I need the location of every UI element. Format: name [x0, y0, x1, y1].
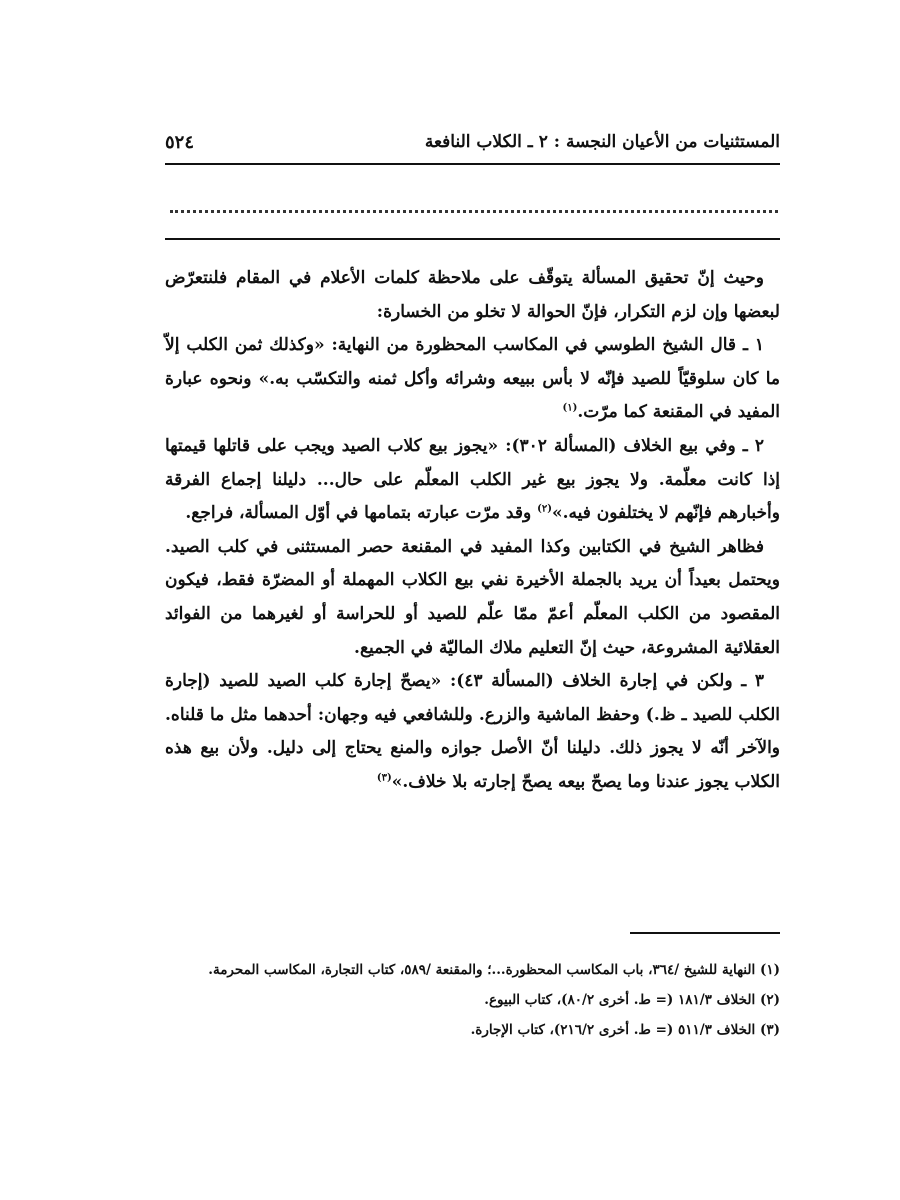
paragraph-2: [165, 329, 780, 430]
dotted-separator: [170, 196, 778, 213]
footnote-ref-1: (١): [562, 402, 578, 414]
footnote-2: (٢) الخلاف ١٨١/٣ (= ط. أخرى ٨٠/٢)، كتاب البيوع.: [484, 992, 780, 1008]
paragraph-1: [165, 262, 780, 329]
footnote-1: (١) النهاية للشيخ /٣٦٤، باب المكاسب المحظورة...؛ والمقنعة /٥٨٩، كتاب التجارة، المكاسب المحرمة.: [208, 962, 780, 978]
paragraph-5-text: ٣ ـ ولكن في إجارة الخلاف (المسألة ٤٣): «يصحّ إجارة كلب الصيد للصيد (إجارة الكلب للصيد ـ ظ.) وحفظ الماشية والزرع. وللشافعي فيه وجهان: أحدهما مثل ما قلناه. والآخر أنّه لا يجوز ذلك. دليلنا أنّ الأصل جوازه والمنع يحتاج إلى دليل. ولأن بيع هذه الكلاب يجوز عندنا وما يصحّ بيعه يصحّ إجارته بلا خلاف.»: [165, 671, 780, 792]
paragraph-4: [165, 531, 780, 665]
page-number: ٥٢٤: [165, 132, 195, 153]
paragraph-3: [165, 430, 780, 531]
footnote-3: (٣) الخلاف ٥١١/٣ (= ط. أخرى ٢١٦/٢)، كتاب الإجارة.: [470, 1022, 780, 1038]
paragraph-2-text: ١ ـ قال الشيخ الطوسي في المكاسب المحظورة من النهاية: «وكذلك ثمن الكلب إلاّ ما كان سلوقيّاً للصيد فإنّه لا بأس ببيعه وشرائه وأكل ثمنه والتكسّب به.» ونحوه عبارة المفيد في المقنعة كما مرّت.: [165, 335, 780, 423]
paragraph-3-quote: ٢ ـ وفي بيع الخلاف (المسألة ٣٠٢): «يجوز بيع كلاب الصيد ويجب على قاتلها قيمتها إذا كانت معلّمة. ولا يجوز بيع غير الكلب المعلّم على حال... دليلنا إجماع الفرقة وأخبارهم فإنّهم لا يختلفون فيه.»: [165, 435, 781, 524]
section-rule: [165, 238, 780, 240]
paragraph-4-text: فظاهر الشيخ في الكتابين وكذا المفيد في المقنعة حصر المستثنى في كلب الصيد. ويحتمل بعيداً أن يريد بالجملة الأخيرة نفي بيع الكلاب المهملة أو المضرّة فقط، فيكون المقصود من الكلب المعلّم أعمّ ممّا علّم للصيد أو للحراسة أو لغيرهما من الفوائد العقلائية المشروعة، حيث إنّ التعليم ملاك الماليّة في الجميع.: [165, 536, 780, 658]
paragraph-1-text: وحيث إنّ تحقيق المسألة يتوقّف على ملاحظة كلمات الأعلام في المقام فلنتعرّض لبعضها وإن لزم التكرار، فإنّ الحوالة لا تخلو من الخسارة:: [165, 268, 780, 322]
paragraph-3-tail: وقد مرّت عبارته بتمامها في أوّل المسألة، فراجع.: [185, 503, 538, 524]
footnote-rule: [630, 932, 780, 934]
footnote-ref-2: (٢): [537, 503, 552, 515]
main-text: [165, 262, 780, 800]
footnote-ref-3: (٣): [376, 772, 392, 784]
running-header: [165, 132, 780, 162]
header-rule: [165, 163, 780, 165]
footnotes: [165, 955, 780, 1045]
paragraph-5: [165, 665, 780, 799]
running-title: المستثنيات من الأعيان النجسة : ٢ ـ الكلاب النافعة: [424, 132, 780, 152]
